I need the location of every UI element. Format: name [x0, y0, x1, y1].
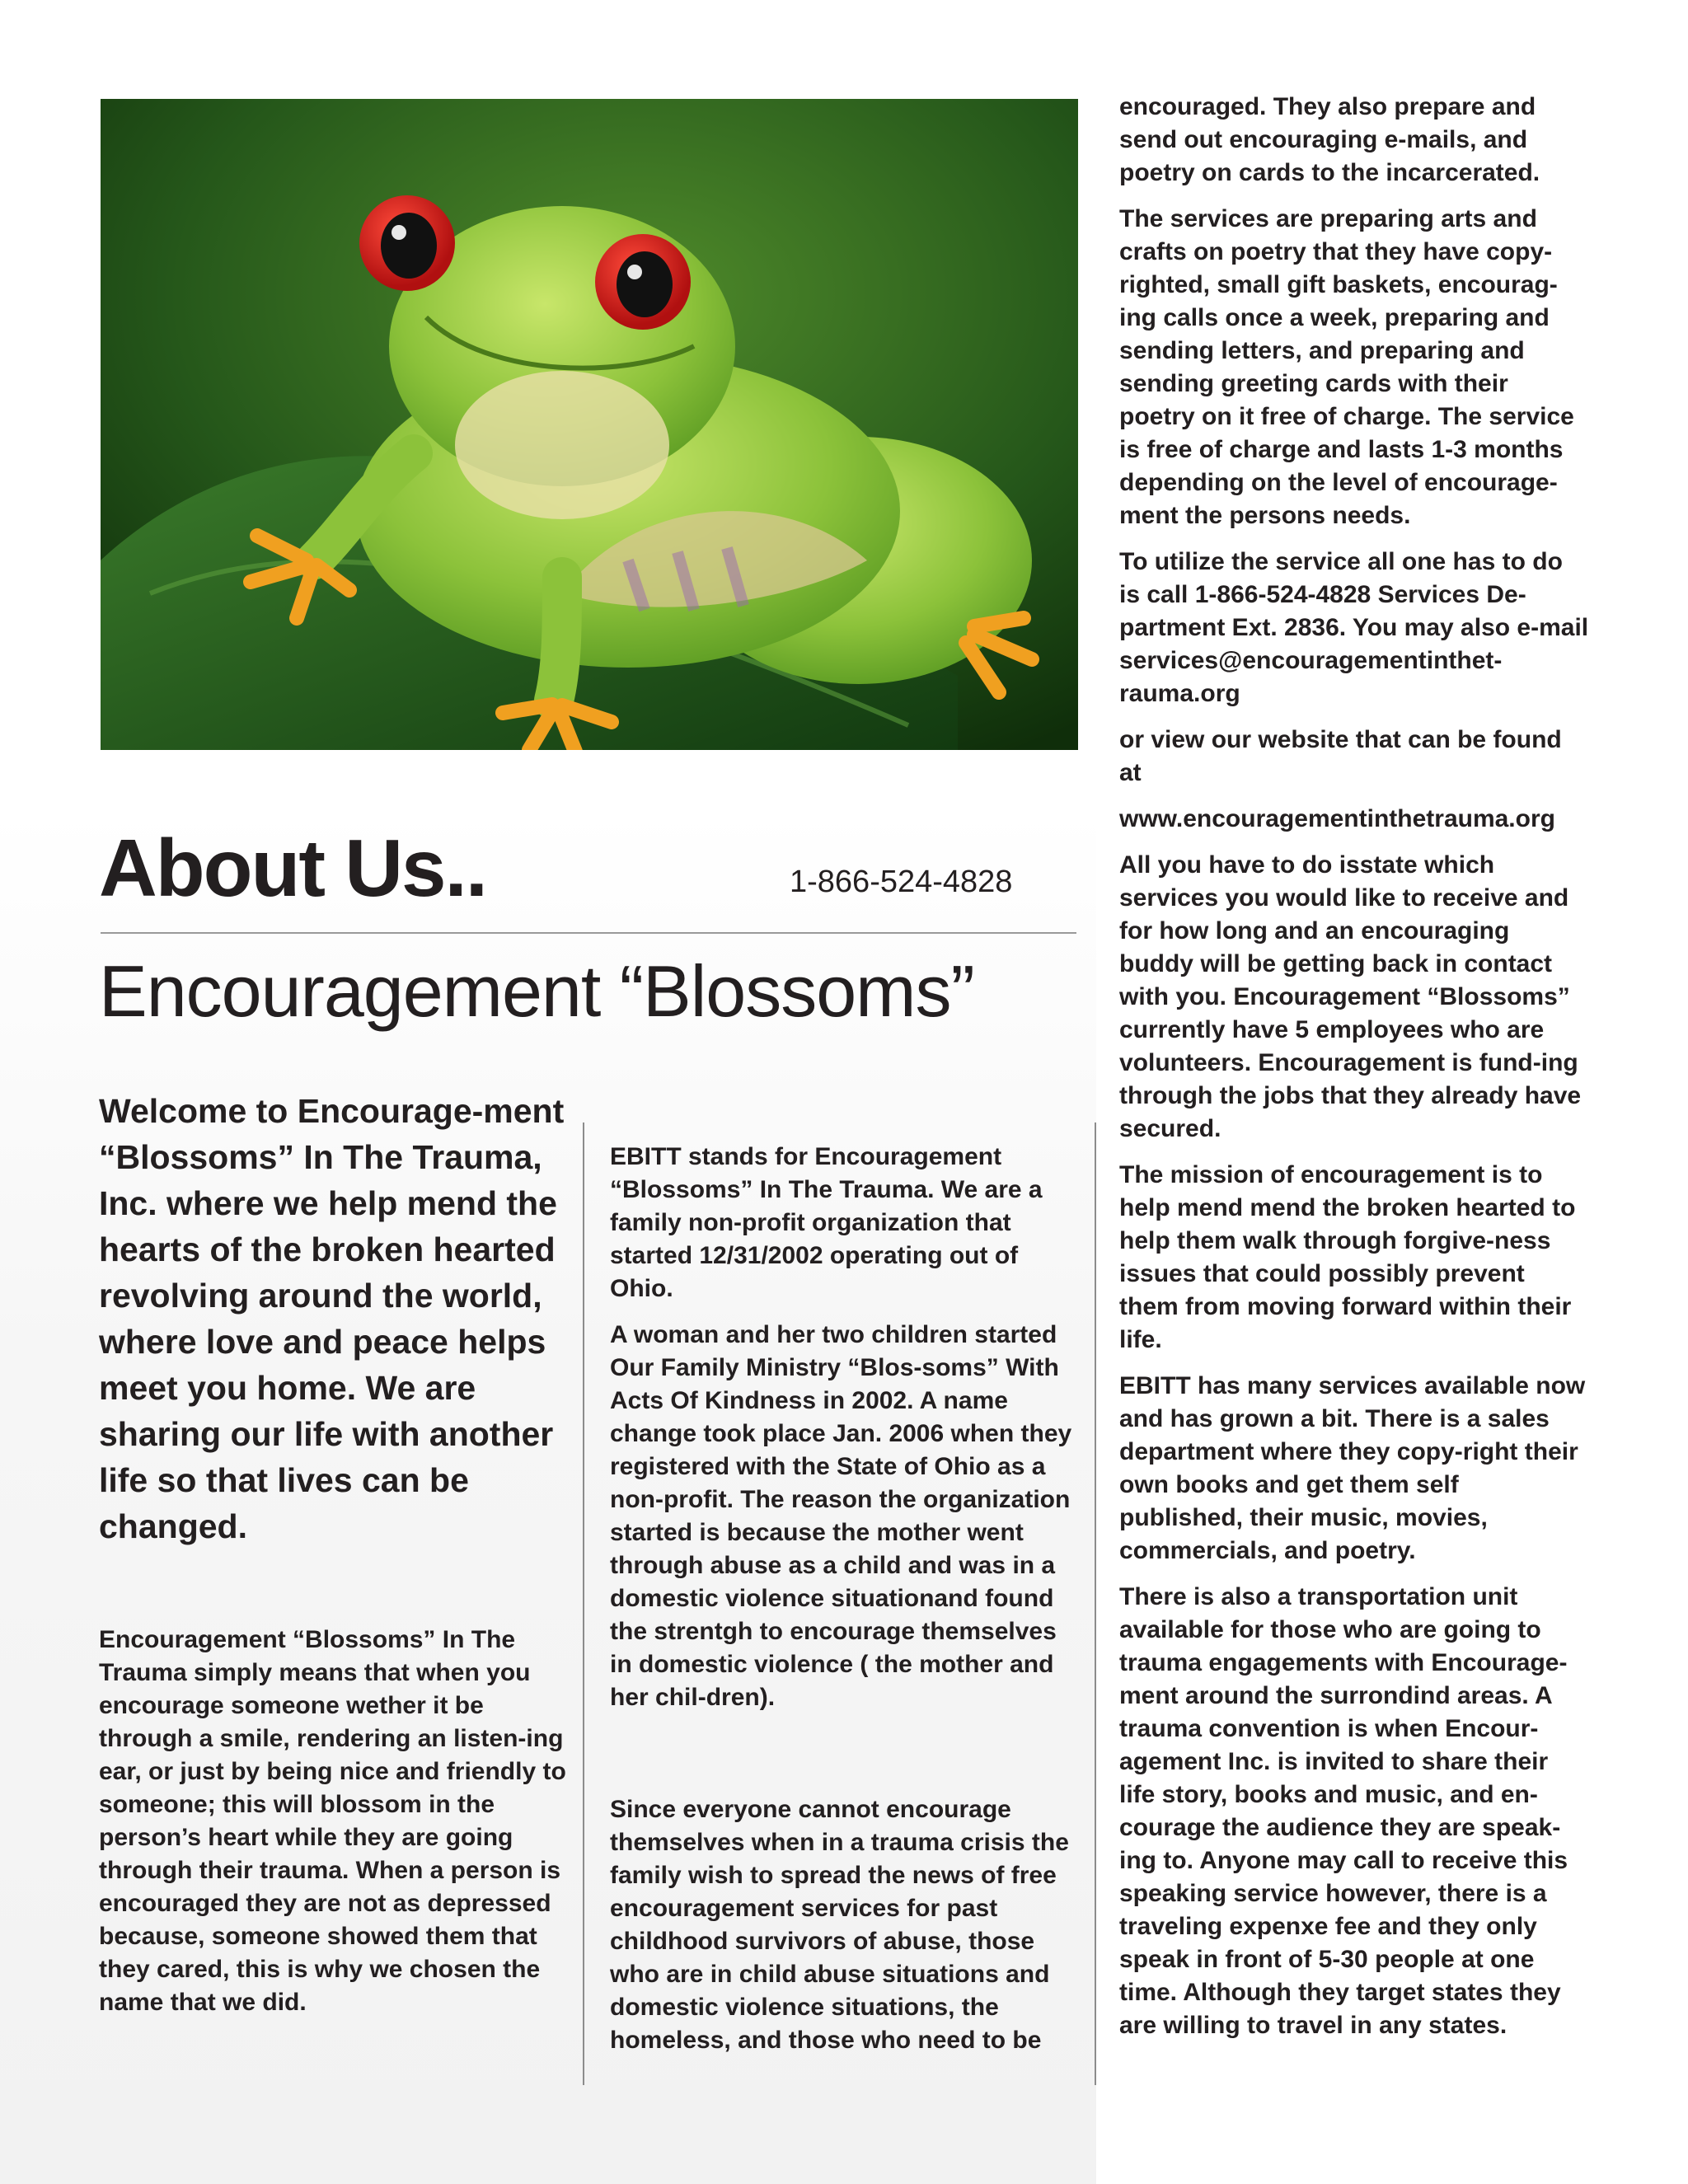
services-paragraph: The services are preparing arts and crafts on poetry that they have copy-righted, small gift baskets, encourag-ing calls once a week, preparing and sending letters, and preparing and sending greeting cards with their poetry on it free of charge. The service is free of charge and lasts 1-3 months depending on the level of encourage-ment the persons needs.	[1119, 205, 1574, 529]
name-meaning-paragraph: Encouragement “Blossoms” In The Trauma simply means that when you encourage someone wether it be through a smile, rendering an listen-ing ear, or just by being nice and friendly to someone; this will blossom in the person’s heart while they are going through their trauma. When a person is encouraged they are not as depressed because, someone showed them that they cared, this is why we chosen the name that we did.	[99, 1626, 566, 2016]
page-title: About Us..	[99, 823, 486, 913]
history-paragraph: A woman and her two children started Our Family Ministry “Blos-soms” With Acts Of Kindness in 2002. A name change took place Jan. 2006 when they registered with the State of Ohio as a non-profit. The reason the organization started is because the mother went through abuse as a child and was in a domestic violence situationand found the strentgh to encourage themselves in domestic violence ( the mother and her chil-dren).	[610, 1321, 1072, 1711]
column-middle	[610, 1141, 1076, 2057]
website-intro: or view our website that can be found at	[1119, 726, 1562, 786]
continued-paragraph: encouraged. They also prepare and send out encouraging e-mails, and poetry on cards to the incarcerated.	[1119, 93, 1540, 186]
column-left	[99, 1088, 573, 2019]
purpose-paragraph: Since everyone cannot encourage themselves when in a trauma crisis the family wish to spread the news of free encouragement services for past childhood survivors of abuse, those who are in child abuse situations and domestic violence situations, the homeless, and those who need to be	[610, 1796, 1069, 2054]
frog-front-leg-right	[554, 577, 562, 701]
column-divider	[1095, 1122, 1096, 2085]
frog-photo	[101, 99, 1078, 750]
ebitt-intro-paragraph: EBITT stands for Encouragement “Blossoms” In The Trauma. We are a family non-profit organization that started 12/31/2002 operating out of Ohio.	[610, 1143, 1043, 1302]
column-divider	[583, 1122, 584, 2085]
title-divider	[101, 932, 1076, 934]
frog-illustration	[101, 99, 1078, 750]
column-right	[1119, 91, 1589, 2042]
contact-paragraph: To utilize the service all one has to do is call 1-866-524-4828 Services De-partment Ext. 2836. You may also e-mail services@encouragementinthet-rauma.org	[1119, 548, 1589, 707]
welcome-paragraph: Welcome to Encourage-ment “Blossoms” In The Trauma, Inc. where we help mend the hearts of the broken hearted revolving around the world, where love and peace helps meet you home. We are sharing our life with another life so that lives can be changed.	[99, 1092, 565, 1545]
website-url: www.encouragementinthetrauma.org	[1119, 805, 1555, 832]
sales-paragraph: EBITT has many services available now and has grown a bit. There is a sales department where they copy-right their own books and get them self published, their music, movies, commercials, and poetry.	[1119, 1372, 1586, 1564]
transportation-paragraph: There is also a transportation unit available for those who are going to trauma engagements with Encourage-ment around the surrondind areas. A trauma convention is when Encour-agement Inc. is invited to share their life story, books and music, and en-courage the audience they are speak-ing to. Anyone may call to receive this speaking service however, there is a traveling expenxe fee and they only speak in front of 5-30 people at one time. Although they target states they are willing to travel in any states.	[1119, 1583, 1568, 2039]
phone-number: 1-866-524-4828	[790, 865, 1013, 899]
mission-paragraph: The mission of encouragement is to help mend mend the broken hearted to help them walk through forgive-ness issues that could possibly prevent them from moving forward within their life.	[1119, 1161, 1576, 1353]
page-subtitle: Encouragement “Blossoms”	[99, 950, 974, 1032]
how-to-paragraph: All you have to do isstate which services you would like to receive and for how long and an encouraging buddy will be getting back in contact with you. Encouragement “Blossoms” currently have 5 employees who are volunteers. Encouragement is fund-ing through the jobs that they already have secured.	[1119, 851, 1582, 1142]
